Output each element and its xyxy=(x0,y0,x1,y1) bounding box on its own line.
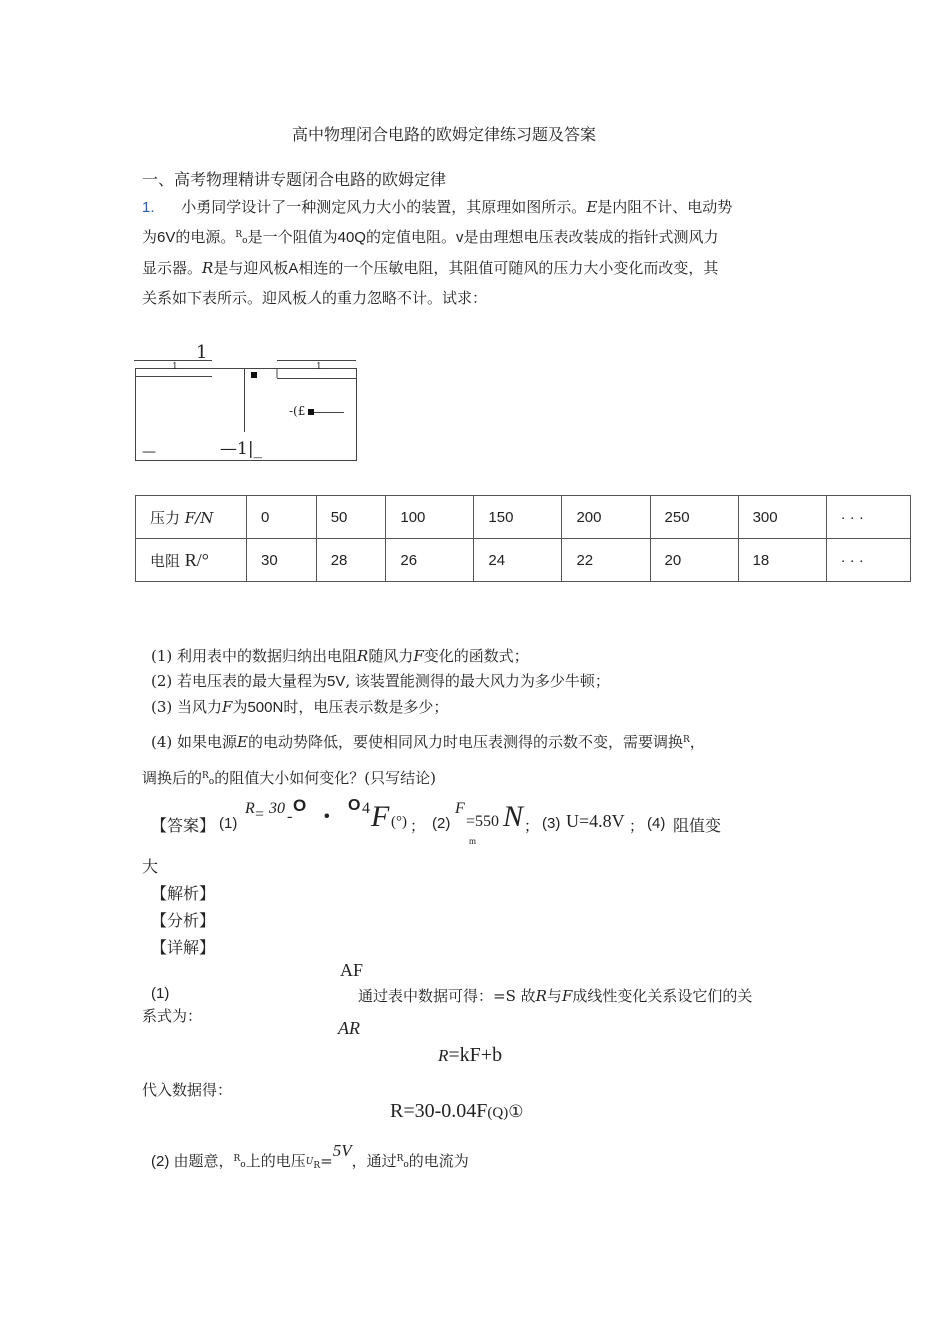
equation-result xyxy=(390,1100,523,1123)
value: 6V xyxy=(157,229,176,246)
symbol: v xyxy=(455,229,464,246)
text: 是内阻不计、电动势 xyxy=(597,198,733,216)
table-cell: 20 xyxy=(650,539,738,582)
symbol: E xyxy=(586,198,598,216)
table-cell: 100 xyxy=(386,496,474,539)
subquestion-1 xyxy=(151,645,529,666)
row-header xyxy=(136,539,247,582)
answer-thirty: 30 xyxy=(269,800,285,817)
symbol: U xyxy=(305,1157,314,1167)
table-row xyxy=(136,496,911,539)
row-label: 电阻 xyxy=(150,551,181,570)
subquestion-3 xyxy=(151,696,448,717)
analysis-heading: 【解析】 xyxy=(151,884,216,903)
row-header xyxy=(136,496,247,539)
text: 的重力忽略不计。试求： xyxy=(322,289,488,307)
answer-f-sup: F xyxy=(455,800,465,817)
answer-continued: 大 xyxy=(142,857,159,876)
text: (4) 如果电源 xyxy=(151,733,238,751)
solution-part-1: (1) xyxy=(151,985,170,1002)
symbol: R xyxy=(233,1154,241,1164)
answer-eq: = xyxy=(255,806,265,823)
text: ，通过 xyxy=(351,1152,397,1170)
diagram-label-bottom: —1|_ xyxy=(220,439,263,459)
text: 显示器。 xyxy=(142,259,203,277)
text: 的电流为 xyxy=(408,1152,469,1170)
answer-part-1: (1) xyxy=(219,815,238,832)
text: 的电源。 xyxy=(175,228,236,246)
equation-text: =kF+b xyxy=(448,1044,503,1066)
symbol: F xyxy=(561,987,573,1005)
solution-line-1 xyxy=(358,985,752,1006)
text: 变化的函数式； xyxy=(423,647,529,665)
text: 是一个阻值为 xyxy=(247,228,338,246)
solution-line-2: 系式为： xyxy=(142,1007,203,1025)
text: 相连的一个压敏电阻，其阻值可随风的压力大小变化而改变，其 xyxy=(298,259,719,277)
symbol: F xyxy=(222,698,233,716)
text: 与 xyxy=(546,987,562,1005)
text: (3) 当风力 xyxy=(151,698,223,716)
symbol: A xyxy=(288,260,299,277)
text: (1) 利用表中的数据归纳出电阻 xyxy=(151,647,358,665)
answer-semicolon: ； xyxy=(629,817,645,835)
answer-o2: O xyxy=(348,797,361,814)
text: 的阻值大小如何变化？(只写结论) xyxy=(214,769,436,787)
page-title: 高中物理闭合电路的欧姆定律练习题及答案 xyxy=(292,125,597,144)
text: 上的电压 xyxy=(245,1152,306,1170)
fraction-numerator: AF xyxy=(340,960,364,980)
text: (2) 由题意， xyxy=(151,1153,234,1170)
table-cell: 18 xyxy=(738,539,826,582)
solution-part-2: (2) 由题意，$^R$o上的电压UR=5V，通过$^R$o的电流为 xyxy=(151,1141,469,1171)
table-cell: · · · xyxy=(826,539,910,582)
answer-big-f: F xyxy=(371,800,390,833)
table-cell: 30 xyxy=(247,539,317,582)
symbol: R xyxy=(438,1046,449,1065)
answer-value-550: =550 xyxy=(466,813,500,830)
question-line-2: 为6V的电源。$^R$o是一个阻值为40Q的定值电阻。v是由理想电压表改装成的指针式测风力 xyxy=(142,228,719,246)
table-cell: 150 xyxy=(474,496,562,539)
detailed-heading: 【详解】 xyxy=(151,938,216,957)
circuit-diagram xyxy=(134,340,360,465)
value: 5V xyxy=(327,673,346,690)
table-cell: 300 xyxy=(738,496,826,539)
text: 小勇同学设计了一种测定风力大小的装置，其原理如图所示。 xyxy=(181,198,587,216)
marker: ① xyxy=(508,1102,524,1121)
answer-o1: O xyxy=(293,796,307,815)
answer-f-sub: m xyxy=(469,836,477,846)
symbol: E xyxy=(237,733,248,751)
question-line-4 xyxy=(142,287,487,308)
section-heading: 一、高考物理精讲专题闭合电路的欧姆定律 xyxy=(142,170,447,189)
question-line-1 xyxy=(142,196,732,217)
table-cell: 250 xyxy=(650,496,738,539)
symbol: R xyxy=(396,1154,404,1164)
table-cell: 28 xyxy=(316,539,386,582)
table-cell: 50 xyxy=(316,496,386,539)
text: 是由理想电压表改装成的指针式测风力 xyxy=(463,228,719,246)
symbol: R xyxy=(357,647,369,665)
table-cell: 22 xyxy=(562,539,650,582)
row-unit: F/N xyxy=(184,508,214,527)
answer-deg: (°) xyxy=(391,814,407,830)
symbol: R xyxy=(202,771,209,781)
table-cell: · · · xyxy=(826,496,910,539)
equation-text: R=30-0.04F xyxy=(390,1100,488,1122)
text: = xyxy=(320,1152,333,1170)
answer-part-2: (2) xyxy=(432,815,451,832)
answer-voltage: U=4.8V xyxy=(566,811,625,831)
text: 为 xyxy=(232,698,248,716)
question-number: 1. xyxy=(142,199,155,216)
answer-end: 阻值变 xyxy=(673,816,722,835)
breakdown-heading: 【分析】 xyxy=(151,911,216,930)
value: 500N xyxy=(247,699,284,716)
subquestion-4 xyxy=(151,731,705,752)
equation-linear xyxy=(438,1044,502,1067)
answer-dot: • xyxy=(324,808,330,825)
text: (2) 若电压表的最大量程为 xyxy=(151,672,328,690)
diagram-label-bottom-left: — xyxy=(142,444,156,460)
row-unit: R/° xyxy=(184,549,210,570)
diagram-label-top: 1 xyxy=(196,342,208,363)
answer-r: R xyxy=(245,800,255,817)
table-cell: 0 xyxy=(247,496,317,539)
text: ， xyxy=(689,733,705,751)
answer-semicolon: ； xyxy=(524,817,540,835)
symbol: 人 xyxy=(307,289,323,307)
pressure-resistance-table xyxy=(135,495,911,582)
fraction-denominator: AR xyxy=(338,1018,360,1038)
answer-label: 【答案】 xyxy=(151,816,216,835)
text: 时，电压表示数是多少； xyxy=(283,698,449,716)
text: 的电动势降低，要使相同风力时电压表测得的示数不变，需要调换 xyxy=(247,733,683,751)
voltmeter-label: -(£ xyxy=(289,404,306,418)
table-row xyxy=(136,539,911,582)
text: 随风力 xyxy=(368,647,414,665)
answer-part-3: (3) xyxy=(542,815,561,832)
table-cell: 200 xyxy=(562,496,650,539)
question-line-3 xyxy=(142,257,718,278)
value: 40Q xyxy=(337,229,366,246)
answer-four: 4 xyxy=(362,800,370,817)
table-cell: 26 xyxy=(386,539,474,582)
symbol: R xyxy=(535,987,547,1005)
text: 成线性变化关系设它们的关 xyxy=(572,987,753,1005)
substitute-text: 代入数据得： xyxy=(142,1081,233,1099)
table-cell: 24 xyxy=(474,539,562,582)
diagram-label-left-tick: 1 xyxy=(172,362,178,372)
text: , 该装置能测得的最大风力为多少牛顿； xyxy=(345,672,610,690)
text: 通过表中数据可得：=S 故 xyxy=(358,987,536,1005)
answer-dash: - xyxy=(287,808,293,825)
text: 调换后的 xyxy=(142,769,203,787)
text: 的定值电阻。 xyxy=(365,228,456,246)
unit: (Q) xyxy=(487,1105,509,1121)
symbol: R xyxy=(683,735,690,745)
subquestion-2 xyxy=(151,670,610,691)
row-label: 压力 xyxy=(150,508,181,527)
symbol: F xyxy=(413,647,424,665)
answer-semicolon: ； xyxy=(410,817,426,835)
answer-part-4: (4) xyxy=(647,815,666,832)
answer-n: N xyxy=(503,800,524,833)
symbol: R xyxy=(235,230,243,240)
symbol: R xyxy=(202,259,214,277)
text: 是与迎风板 xyxy=(213,259,289,277)
value: 5V xyxy=(332,1141,352,1160)
text: 为 xyxy=(142,228,158,246)
subquestion-4-cont: 调换后的$^R$o的阻值大小如何变化？(只写结论) xyxy=(142,769,436,787)
diagram-label-right-tick: 1 xyxy=(316,362,322,372)
text: 关系如下表所示。迎风板 xyxy=(142,289,308,307)
